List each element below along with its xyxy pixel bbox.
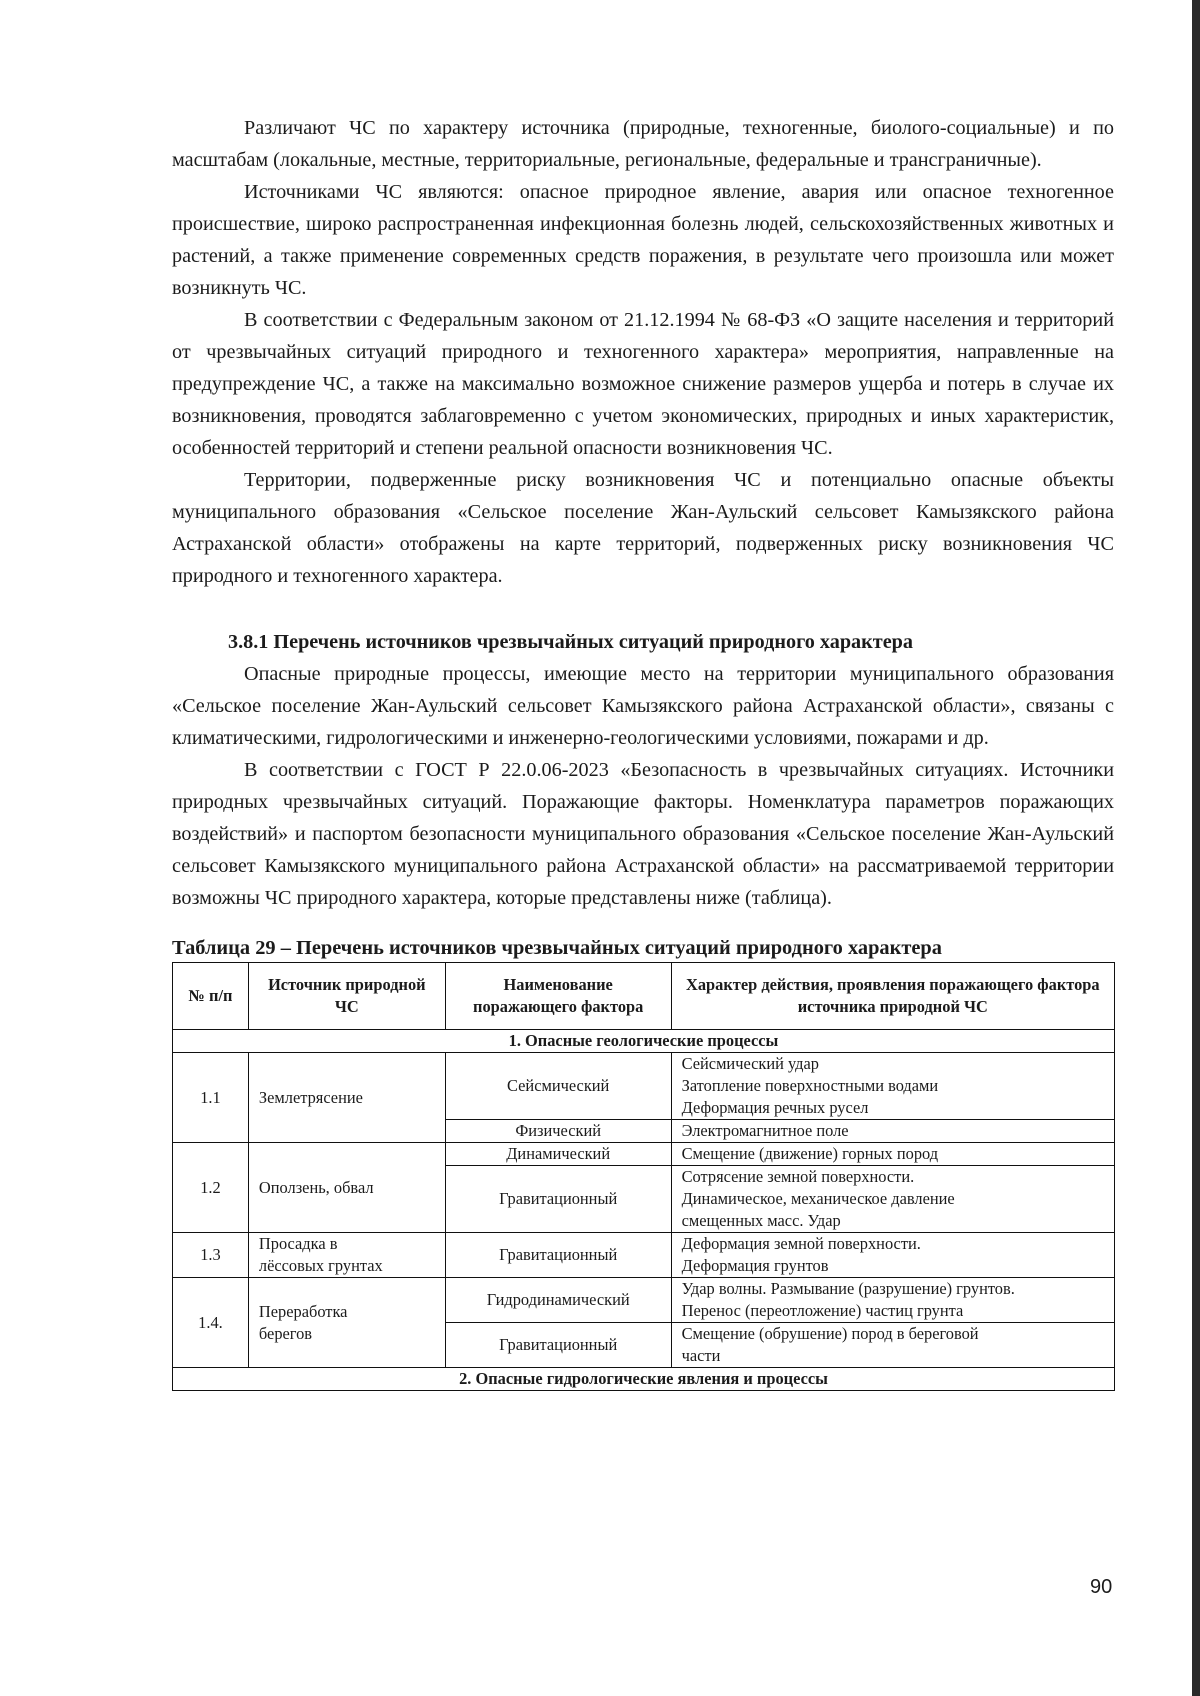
action-line: Затопление поверхностными водами <box>681 1076 939 1095</box>
action-line: Сейсмический удар <box>681 1054 819 1073</box>
paragraph-intro-2: Источниками ЧС являются: опасное природное явление, авария или опасное техногенное происшествие, широко распространенная инфекционная болезнь людей, сельскохозяйственных животных и растений, а также применение современных средств поражения, в результате чего произошла или может возникнуть ЧС. <box>172 181 1114 299</box>
action-line: Динамическое, механическое давление <box>681 1189 955 1208</box>
document-body <box>172 112 1114 1391</box>
header-num: № п/п <box>173 963 249 1030</box>
page-number: 90 <box>1090 1576 1113 1598</box>
row-factor: Гравитационный <box>445 1166 671 1233</box>
row-source <box>248 1233 445 1278</box>
hazard-sources-table <box>172 962 1115 1391</box>
paragraph-intro-1: Различают ЧС по характеру источника (природные, техногенные, биолого-социальные) и по масштабам (локальные, местные, территориальные, региональные, федеральные и трансграничные). <box>172 117 1114 171</box>
table-section-row <box>173 1030 1115 1053</box>
paragraph-intro-3: В соответствии с Федеральным законом от 21.12.1994 № 68-ФЗ «О защите населения и территорий от чрезвычайных ситуаций природного и техногенного характера» мероприятия, направленные на предупреждение ЧС, а также на максимально возможное снижение размеров ущерба и потерь в случае их возникновения, проводятся заблаговременно с учетом экономических, природных и иных характеристик, особенностей территорий и степени реальной опасности возникновения ЧС. <box>172 309 1114 459</box>
row-factor: Гидродинамический <box>445 1278 671 1323</box>
row-action: Смещение (движение) горных пород <box>671 1143 1114 1166</box>
row-action <box>671 1323 1114 1368</box>
row-number: 1.4. <box>173 1278 249 1368</box>
paragraph-intro-4: Территории, подверженные риску возникновения ЧС и потенциально опасные объекты муниципального образования «Сельское поселение Жан-Аульский сельсовет Камызякского района Астраханской области» отображены на карте территорий, подверженных риску возникновения ЧС природного и техногенного характера. <box>172 469 1114 587</box>
table-row <box>173 1143 1115 1166</box>
action-line: Смещение (обрушение) пород в береговой <box>681 1324 979 1343</box>
section-title: 2. Опасные гидрологические явления и процессы <box>173 1368 1115 1391</box>
table-row <box>173 1278 1115 1323</box>
table-header-row <box>173 963 1115 1030</box>
row-source: Землетрясение <box>248 1053 445 1143</box>
row-number: 1.1 <box>173 1053 249 1143</box>
row-action <box>671 1166 1114 1233</box>
page-edge-bar <box>1192 0 1200 1696</box>
row-factor: Физический <box>445 1120 671 1143</box>
action-line: Сотрясение земной поверхности. <box>681 1167 915 1186</box>
section-heading: 3.8.1 Перечень источников чрезвычайных ситуаций природного характера <box>228 631 913 653</box>
source-line: берегов <box>258 1323 313 1343</box>
header-source: Источник природной ЧС <box>248 963 445 1030</box>
action-line: Деформация грунтов <box>681 1256 829 1275</box>
action-line: части <box>681 1346 721 1365</box>
table-section-row <box>173 1368 1115 1391</box>
section-title: 1. Опасные геологические процессы <box>173 1030 1115 1053</box>
row-number: 1.2 <box>173 1143 249 1233</box>
spacer <box>172 914 1114 936</box>
row-number: 1.3 <box>173 1233 249 1278</box>
action-line: Перенос (переотложение) частиц грунта <box>681 1301 964 1320</box>
row-factor: Гравитационный <box>445 1233 671 1278</box>
paragraph-section-2: В соответствии с ГОСТ Р 22.0.06-2023 «Безопасность в чрезвычайных ситуациях. Источники природных чрезвычайных ситуаций. Поражающие факторы. Номенклатура параметров поражающих воздействий» и паспортом безопасности муниципального образования «Сельское поселение Жан-Аульский сельсовет Камызякского муниципального района Астраханской области» на рассматриваемой территории возможны ЧС природного характера, которые представлены ниже (таблица). <box>172 759 1114 909</box>
row-action <box>671 1278 1114 1323</box>
source-line: Переработка <box>258 1301 348 1321</box>
row-source <box>248 1278 445 1368</box>
action-line: Удар волны. Размывание (разрушение) грунтов. <box>681 1279 1015 1298</box>
row-factor: Динамический <box>445 1143 671 1166</box>
row-action: Электромагнитное поле <box>671 1120 1114 1143</box>
source-line: Просадка в <box>258 1234 338 1253</box>
row-factor: Сейсмический <box>445 1053 671 1120</box>
row-factor: Гравитационный <box>445 1323 671 1368</box>
action-line: Деформация речных русел <box>681 1098 869 1117</box>
row-action <box>671 1053 1114 1120</box>
header-factor: Наименование поражающего фактора <box>445 963 671 1030</box>
header-action: Характер действия, проявления поражающего фактора источника природной ЧС <box>671 963 1114 1030</box>
source-line: лёссовых грунтах <box>258 1256 383 1275</box>
spacer <box>172 592 1114 626</box>
action-line: Деформация земной поверхности. <box>681 1234 921 1253</box>
table-row <box>173 1053 1115 1120</box>
table-row <box>173 1233 1115 1278</box>
action-line: смещенных масс. Удар <box>681 1211 841 1230</box>
paragraph-section-1: Опасные природные процессы, имеющие место на территории муниципального образования «Сельское поселение Жан-Аульский сельсовет Камызякского района Астраханской области», связаны с климатическими, гидрологическими и инженерно-геологическими условиями, пожарами и др. <box>172 663 1114 749</box>
table-caption: Таблица 29 – Перечень источников чрезвычайных ситуаций природного характера <box>172 937 942 959</box>
row-source: Оползень, обвал <box>248 1143 445 1233</box>
row-action <box>671 1233 1114 1278</box>
